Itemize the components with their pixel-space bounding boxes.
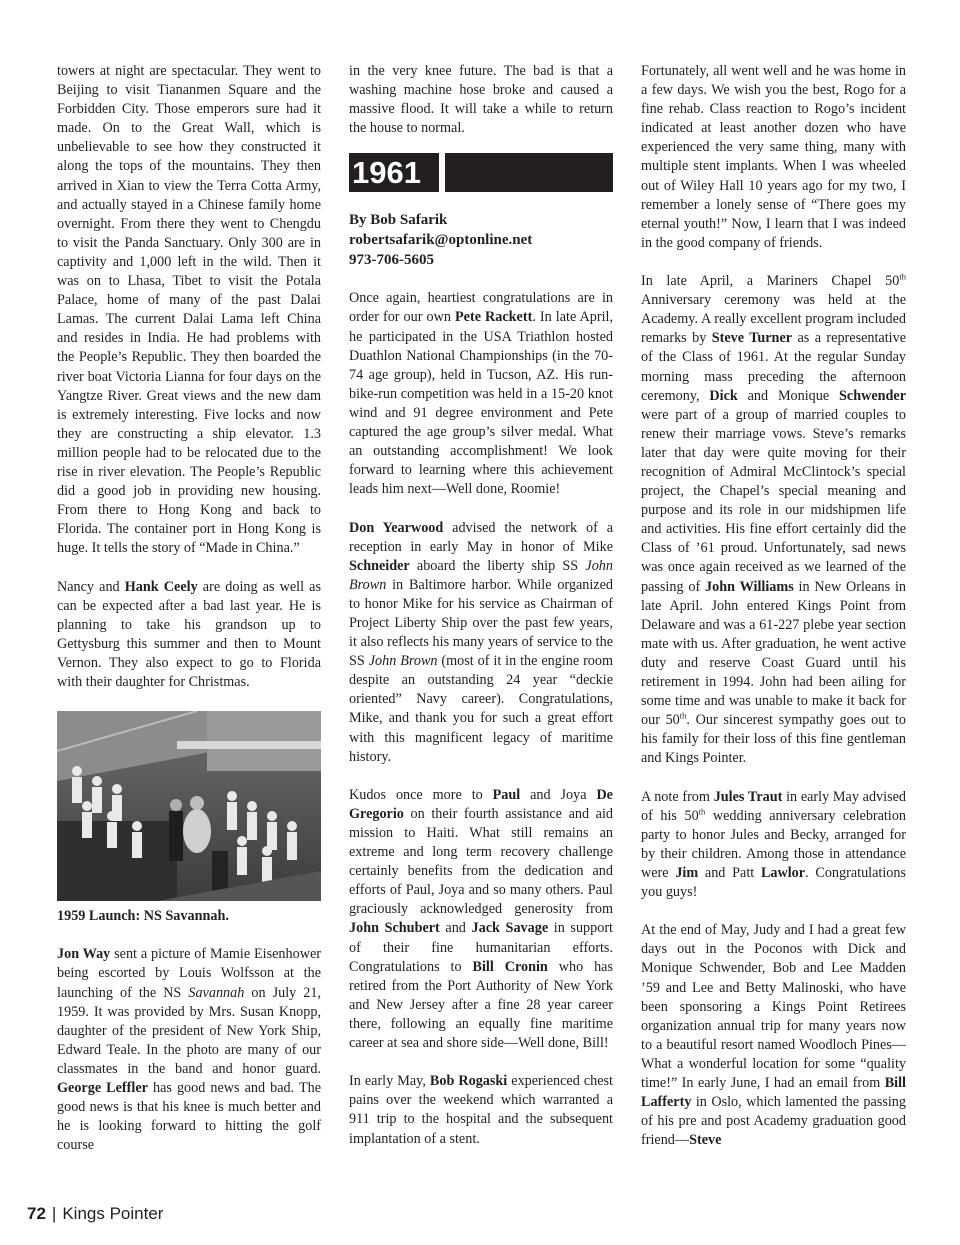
class-year-header [349, 153, 613, 192]
paragraph-ceely: Nancy and Hank Ceely are doing as well as can be expected after a bad last year. He is planning to take his grandson up to Gettysburg this summer and then to Mount Vernon. They also expect to go to Florida with their daughter for Christmas. [57, 578, 322, 690]
page-number: 72 [27, 1204, 46, 1223]
name-dick: Dick [709, 387, 738, 404]
byline-phone: 973-706-5605 [349, 252, 434, 269]
class-year-label: 1961 [349, 153, 439, 192]
name-schwender: Schwender [839, 387, 907, 404]
name-lawlor: Lawlor [760, 864, 806, 881]
paragraph-rogaski: In early May, Bob Rogaski experienced chest pains over the weekend which warranted a 911 trip to the hospital and the subsequent implantation of a stent. [349, 1073, 613, 1147]
name-don-yearwood: Don Yearwood [349, 519, 444, 536]
publication-name: Kings Pointer [62, 1204, 164, 1223]
name-steve: Steve [689, 1132, 722, 1149]
name-de-gregorio: De Gregorio [349, 786, 613, 822]
name-jim: Jim [675, 864, 699, 881]
paragraph-jon-way: Jon Way sent a picture of Mamie Eisenhower being escorted by Louis Wolfsson at the launching of the NS Savannah on July 21, 1959. It was provided by Mrs. Susan Knopp, daughter of the president of New York Ship, Edward Teale. In the photo are many of our classmates in the band and honor guard. George Leffler has good news and bad. The good news is that his knee is much better and he is looking forward to hitting the golf course [57, 946, 322, 1154]
savannah-launch-photo [57, 711, 321, 901]
class-year-bar [445, 153, 613, 192]
paragraph-yearwood: Don Yearwood advised the network of a reception in early May in honor of Mike Schneider aboard the liberty ship SS John Brown in Baltimore harbor. While organized to honor Mike for his service as Chairman of Project Liberty Ship over the past few years, it also reflects his many years of service to the SS John Brown (most of it in the engine room despite an outstanding 24 year “deckie oriented” Navy career). Congratulations, Mike, and thank you for such a great effort with this magnificent legacy of maritime history. [349, 519, 614, 765]
name-hank-ceely: Hank Ceely [124, 578, 198, 595]
name-george-leffler: George Leffler [57, 1080, 148, 1097]
name-schneider: Schneider [349, 557, 410, 574]
photo-image [57, 711, 321, 901]
ship-name-savannah: Savannah [188, 984, 245, 1001]
footer-separator: | [51, 1204, 57, 1223]
byline [349, 210, 613, 270]
name-jules-traut: Jules Traut [713, 788, 783, 805]
paragraph-de-gregorio: Kudos once more to Paul and Joya De Gregorio on their fourth assistance and aid mission to Haiti. What still remains an extreme and long term recovery challenge certainly benefits from the dedication and efforts of Paul, Joya and so many others. Paul graciously acknowledged generosity from John Schubert and Jack Savage in support of their fine humanitarian efforts. Congratulations to Bill Cronin who has retired from the Port Authority of New York and New Jersey after a fine 28 year career there, following an equally fine maritime career at sea and shore side—Well done, Bill! [349, 786, 613, 1052]
ship-name-john-brown-2: John Brown [368, 653, 438, 670]
column-3 [641, 62, 906, 1150]
column-2 [349, 62, 613, 1149]
column-1 [57, 62, 321, 1155]
paragraph-rogaski-cont: Fortunately, all went well and he was home in a few days. We wish you the best, Rogo for a fine rehab. Class reaction to Rogo’s incident indicated at least another dozen who have experienced the very same thing, many with multiple stent implants. When I was wheeled out of Wiley Hall 10 years ago for my two, I remember a lonely sense of “There goes my eternal youth!” Now, I learn that I was indeed in the good company of friends. [641, 63, 906, 251]
photo-caption: 1959 Launch: NS Savannah. [57, 908, 229, 925]
name-jack-savage: Jack Savage [471, 920, 549, 937]
paragraph-rackett: Once again, heartiest congratulations are in order for our own Pete Rackett. In late April, he participated in the USA Triathlon hosted Duathlon National Championships (in the 70-74 age group), held in Tucson, AZ. His run-bike-run competition was held in a 15-20 knot wind and 91 degree environment and Pete captured the age group’s silver medal. What an outstanding accomplishment! We look forward to learning where this achievement leads him next—Well done, Roomie! [349, 290, 613, 498]
paragraph-traut: A note from Jules Traut in early May advised of his 50th wedding anniversary celebration party to honor Jules and Becky, arranged for by their children. Among those in attendance were Jim and Patt Lawlor. Congratulations you guys! [641, 788, 907, 901]
paragraph-china-trip: towers at night are spectacular. They went to Beijing to visit Tiananmen Square and the Forbidden City. Those emperors sure had it made. On to the Great Wall, which is unbelievable to see how they constructed it along the tops of the mountains. They then arrived in Xian to view the Terra Cotta Army, and actually stayed in a Chinese family home overnight. From there they went to Chengdu to visit the Panda Sanctuary. Only 300 are in captivity and 1,000 left in the wild. Then it was on to Lhasa, Tibet to visit the Potala Palace, home of many of the past Dalai Lamas. The current Dalai Lama left China and resides in India. He had problems with the People’s Republic. They then boarded the river boat Victoria Lianna for four days on the Yangtze River. Great views and the new dam is extremely interesting. Five locks and now they are constructing a ship elevator. 1.3 million people had to be relocated due to the rise in river elevation. The People’s Republic did a good job in providing new housing. From there to Hong Kong and back to Florida. The container port in Hong Kong is huge. It tells the story of “Made in China.” [57, 63, 321, 557]
byline-email: robertsafarik@optonline.net [349, 232, 533, 249]
byline-author: By Bob Safarik [349, 212, 448, 229]
name-steve-turner: Steve Turner [711, 330, 793, 347]
paragraph-poconos: At the end of May, Judy and I had a great few days out in the Poconos with Dick and Monique Schwender, Bob and Lee Madden ’59 and Lee and Betty Malinoski, who have been sponsoring a Kings Point Retirees organization annual trip for many years now to a beautiful resort named Woodloch Pines—What a wonderful location for some “quality time!” In early June, I had an email from Bill Lafferty in Oslo, which lamented the passing of his pre and post Academy graduation good friend—Steve [641, 922, 906, 1149]
paragraph-chapel: In late April, a Mariners Chapel 50th Anniversary ceremony was held at the Academy. A really excellent program included remarks by Steve Turner as a representative of the Class of 1961. At the regular Sunday morning mass preceding the afternoon ceremony, Dick and Monique Schwender were part of a group of married couples to renew their marriage vows. Steve’s remarks later that day were quite moving for their recognition of Admiral McClintock’s special project, the Chapel’s special meaning and purpose and its role in our midshipmen life and activities. His fine effort certainly did the Class of ’61 proud. Unfortunately, sad news was once again received as we learned of the passing of John Williams in New Orleans in late April. John entered Kings Point from Delaware and was a 61-227 plebe year section mate with us. After graduation, he went active duty and reserve Coast Guard until his retirement in 1994. John had been ailing for some time and was unable to make it back for our 50th. Our sincerest sympathy goes out to his family for their loss of this fine gentleman and Kings Pointer. [641, 271, 907, 767]
name-jon-way: Jon Way [57, 946, 111, 963]
name-bill-lafferty: Bill Lafferty [641, 1074, 906, 1111]
name-pete-rackett: Pete Rackett [455, 309, 533, 326]
name-bob-rogaski: Bob Rogaski [429, 1073, 508, 1090]
paragraph-leffler-cont: in the very knee future. The bad is that a washing machine hose broke and caused a massive flood. It will take a while to return the house to normal. [349, 63, 613, 137]
name-bill-cronin: Bill Cronin [472, 958, 548, 975]
name-paul: Paul [492, 786, 521, 803]
name-john-williams: John Williams [705, 578, 794, 595]
page-footer [27, 1204, 163, 1224]
ship-name-john-brown: John Brown [349, 557, 613, 593]
name-john-schubert: John Schubert [349, 920, 440, 937]
